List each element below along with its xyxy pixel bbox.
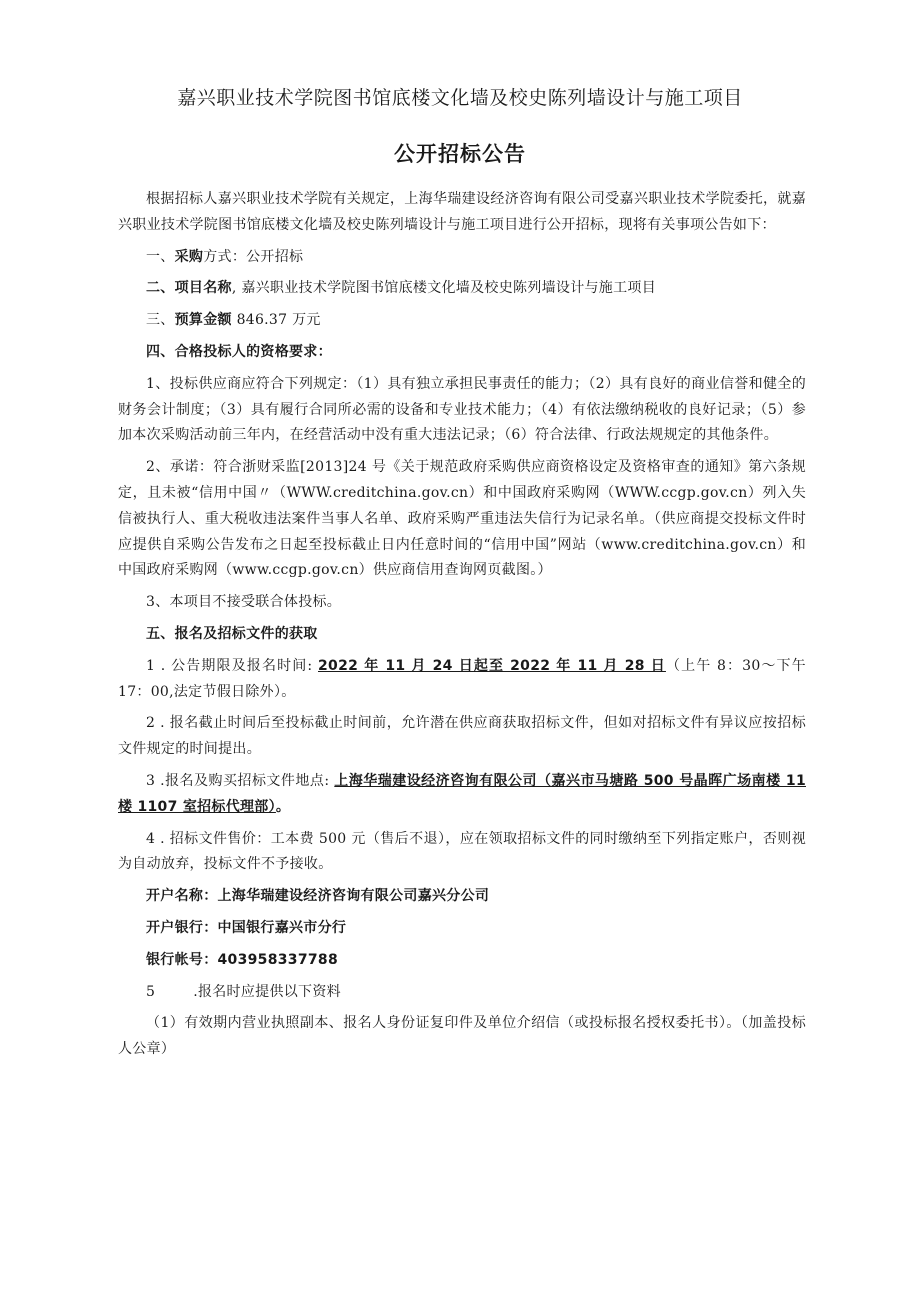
registration-period: 2022 年 11 月 24 日起至 2022 年 11 月 28 日 <box>318 657 666 674</box>
document-title: 嘉兴职业技术学院图书馆底楼文化墙及校史陈列墙设计与施工项目 <box>177 87 743 109</box>
account-name: 开户名称：上海华瑞建设经济咨询有限公司嘉兴分公司 <box>146 888 490 905</box>
item-prefix: 1 . 公告期限及报名时间: <box>146 657 319 674</box>
section-label: 预算金额 <box>174 312 232 329</box>
registration-location: 上海华瑞建设经济咨询有限公司（嘉兴市马塘路 500 号晶晖广场南楼 11 楼 1107 室招标代理部） <box>118 772 806 815</box>
intro-paragraph: 根据招标人嘉兴职业技术学院有关规定，上海华瑞建设经济咨询有限公司受嘉兴职业技术学院委托，就嘉兴职业技术学院图书馆底楼文化墙及校史陈列墙设计与施工项目进行公开招标，现将有关事项公告如下： <box>118 191 806 233</box>
account-bank: 开户银行：中国银行嘉兴市分行 <box>146 919 347 936</box>
registration-item-5-1: （1）有效期内营业执照副本、报名人身份证复印件及单位介绍信（或投标报名授权委托书）。（加盖投标人公章） <box>118 1015 806 1058</box>
section-prefix: 三、 <box>146 312 175 329</box>
requirement-2: 2、承诺：符合浙财采监[2013]24 号《关于规范政府采购供应商资格设定及资格审查的通知》第六条规定，且未被“信用中国〃（WWW.creditchina.gov.cn）和中国政府采购网（WWW.ccgp.gov.cn）列入失信被执行人、重大税收违法案件当事人名单、政府采购严重违法失信行为记录名单。（供应商提交投标文件时应提供自采购公告发布之日起至投标截止日内任意时间的“信用中国”网站（www.creditchina.gov.cn）和中国政府采购网（www.ccgp.gov.cn）供应商信用查询网页截图。） <box>118 459 806 579</box>
section-registration: 五、报名及招标文件的获取 <box>146 625 318 642</box>
item-suffix: 。 <box>275 798 291 815</box>
section-qualifications: 四、合格投标人的资格要求： <box>146 343 332 360</box>
item-prefix: 3 .报名及购买招标文件地点: <box>146 772 335 789</box>
account-number: 银行帐号：403958337788 <box>146 951 338 968</box>
document-body <box>118 187 806 1063</box>
section-text: 方式：公开招标 <box>203 248 304 265</box>
section-procurement-method <box>118 245 806 271</box>
section-label: 采购 <box>174 248 204 265</box>
registration-item-2: 2 . 报名截止时间后至投标截止时间前，允许潜在供应商获取招标文件，但如对招标文件有异议应按招标文件规定的时间提出。 <box>118 715 806 758</box>
section-label: 二、项目名称 <box>146 280 232 297</box>
document-subtitle: 公开招标公告 <box>394 142 526 166</box>
section-prefix: 一、 <box>146 248 175 265</box>
item-text: （上午 8：30～下午 17：00,法定节假日除外）。 <box>118 657 806 700</box>
section-project-name <box>118 276 806 302</box>
registration-item-4: 4 . 招标文件售价：工本费 500 元（售后不退），应在领取招标文件的同时缴纳至下列指定账户，否则视为自动放弃，投标文件不予接收。 <box>118 830 806 873</box>
registration-item-5: 5 .报名时应提供以下资料 <box>146 983 341 1000</box>
requirement-3: 3、本项目不接受联合体投标。 <box>146 594 342 611</box>
section-budget <box>118 308 806 334</box>
requirement-1: 1、投标供应商应符合下列规定：（1）具有独立承担民事责任的能力；（2）具有良好的商业信誉和健全的财务会计制度；（3）具有履行合同所必需的设备和专业技术能力；（4）有依法缴纳税收的良好记录；（5）参加本次采购活动前三年内，在经营活动中没有重大违法记录；（6）符合法律、行政法规规定的其他条件。 <box>118 375 806 444</box>
registration-item-1 <box>118 654 806 706</box>
registration-item-3 <box>118 769 806 821</box>
section-text: 846.37 万元 <box>231 312 321 329</box>
section-text: , 嘉兴职业技术学院图书馆底楼文化墙及校史陈列墙设计与施工项目 <box>231 280 657 297</box>
